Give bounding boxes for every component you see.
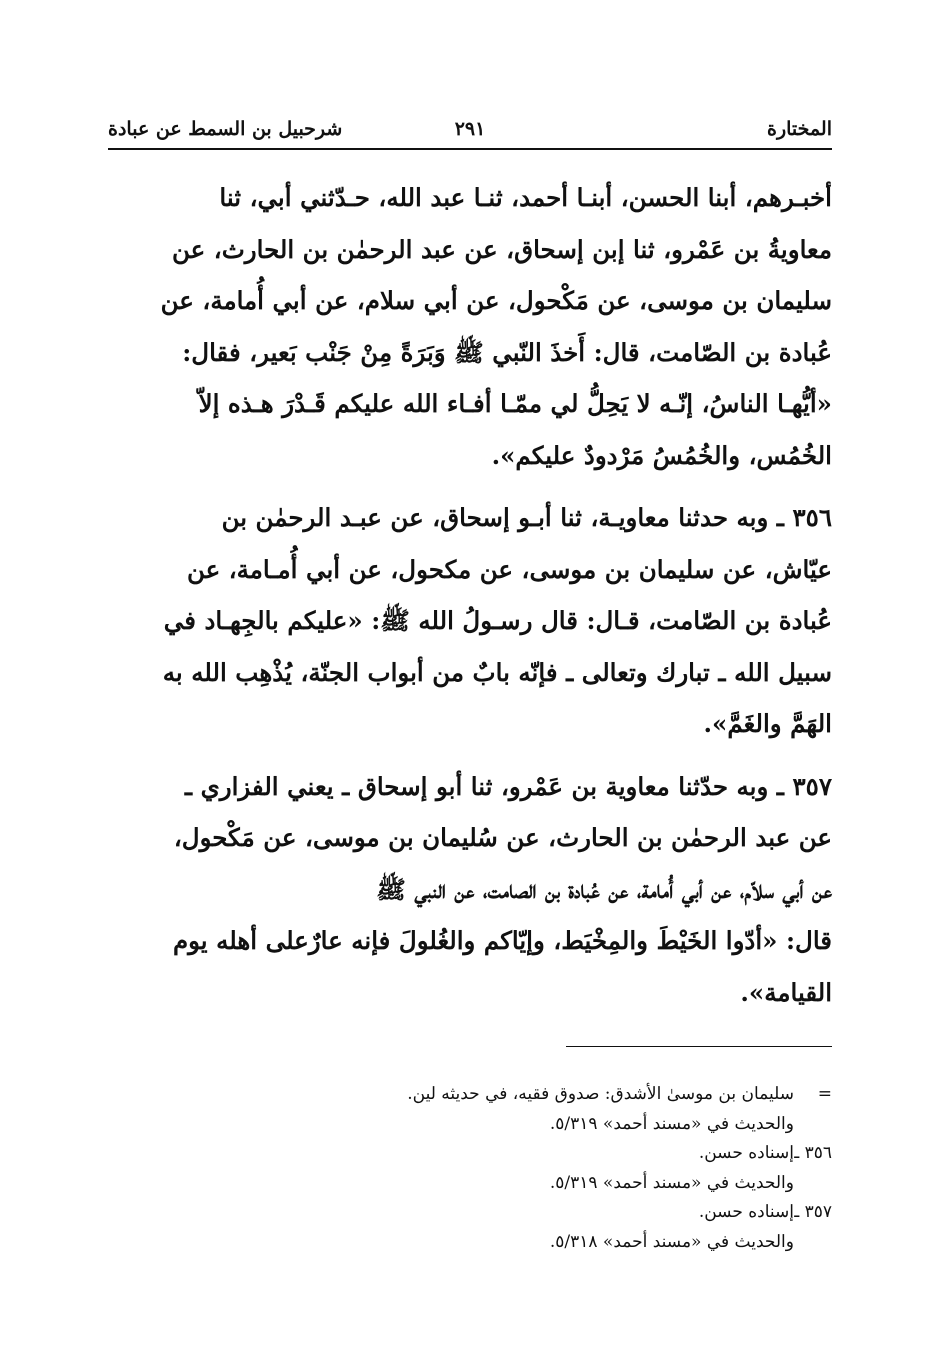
main-text	[108, 172, 832, 1018]
footnote-line	[300, 1228, 832, 1258]
page-number: ٢٩١	[454, 118, 486, 140]
hadith-number: ٣٥٦	[792, 503, 832, 532]
footnote-line	[300, 1198, 832, 1228]
hadith-text: ـ وبه حدثنا معاويـة، ثنا أبـو إسحاق، عن عبـد الرحمٰن بن عيّاش، عن سليمان بن موسى، عن مكحول، عن أبي أُمـامة، عن عُبادة بن الصّامت، قـال: قال رسـولُ الله ﷺ: «عليكم بالجِهـاد في سبيل الله ـ تبارك وتعالى ـ فإنّه بابٌ من أبواب الجنّة، يُذْهِب الله به الهَمَّ والغَمَّ».	[162, 503, 832, 738]
footnote-text: سليمان بن موسىٰ الأشدق: صدوق فقيه، في حديثه لين.	[407, 1084, 794, 1104]
footnote-line	[300, 1080, 832, 1110]
footnote-rule	[566, 1046, 832, 1047]
footnote-line	[300, 1139, 832, 1169]
footnote-mark	[794, 1169, 832, 1199]
footnote-mark: =	[817, 1084, 832, 1104]
footnote-mark: ٣٥٦ ـ	[794, 1143, 832, 1163]
running-header	[108, 112, 832, 148]
footnote-mark	[794, 1110, 832, 1140]
hadith-356	[108, 492, 832, 750]
footnote-text: والحديث في «مسند أحمد» ٥/٣١٩.	[549, 1172, 794, 1193]
footnote-line	[300, 1169, 832, 1199]
footnote-text: والحديث في «مسند أحمد» ٥/٣١٨.	[549, 1231, 794, 1252]
header-rule	[108, 148, 832, 150]
footnotes	[300, 1080, 832, 1257]
paragraph-continuation: أخبـرهم، أبنا الحسن، أبنـا أحمد، ثنـا عبد الله، حـدّثني أبي، ثنا معاويةُ بن عَمْرو، ثنا إبن إسحاق، عن عبد الرحمٰن بن الحارث، عن سليمان بن موسى، عن مَكْحول، عن أبي سلام، عن أبي أُمامة، عن عُبادة بن الصّامت، قال: أَخذَ النّبي ﷺ وَبَرَةً مِنْ جَنْب بَعير، فقال: «أيُّهـا الناسُ، إنّـه لا يَحِلُّ لي ممّـا أفـاء الله عليكم قَـدْرَ هـذه إلاّ الخُمُس، والخُمُسُ مَرْدودٌ عليكم».	[160, 183, 832, 470]
hadith-text: ـ وبه حدّثنا معاوية بن عَمْرو، ثنا أبو إسحاق ـ يعني الفزاري ـ عن عبد الرحمٰن بن الحارث، عن سُليمان بن موسى، عن مَكْحول، عن أبي سلاّم، عن أبي أُمامة، عن عُبادة بن الصامت، عن النبي ﷺ قال: «أدّوا الخَيْطَ والمِخْيَط، وإيّاكم والغُلولَ فإنه عارٌعلى أهله يوم القيامة».	[172, 771, 832, 1007]
chapter-title: شرحبيل بن السمط عن عبادة	[108, 118, 343, 140]
footnote-mark	[794, 1228, 832, 1258]
footnote-text: والحديث في «مسند أحمد» ٥/٣١٩.	[549, 1113, 794, 1134]
book-title: المختارة	[767, 118, 832, 140]
footnote-text: إسناده حسن.	[698, 1202, 794, 1222]
hadith-357	[108, 761, 832, 1019]
footnote-line	[300, 1110, 832, 1140]
hadith-number: ٣٥٧	[792, 771, 832, 801]
footnote-text: إسناده حسن.	[698, 1143, 794, 1163]
footnote-mark: ٣٥٧ ـ	[794, 1202, 832, 1222]
